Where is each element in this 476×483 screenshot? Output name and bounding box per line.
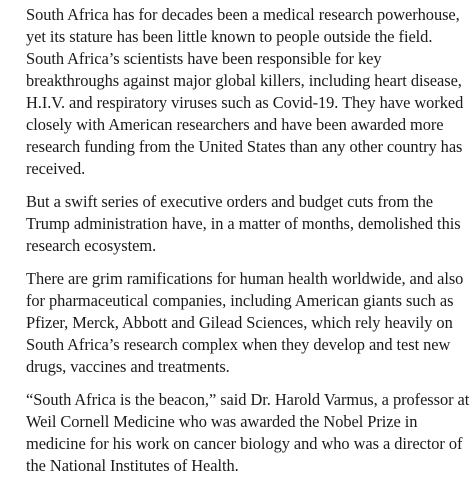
article-paragraph-2: But a swift series of executive orders and budget cuts from the Trump administration have, in a matter of months, demolished this research ecosystem. [26,192,461,255]
article-paragraph-1: South Africa has for decades been a medical research powerhouse, yet its stature has been little known to people outside the field. South Africa’s scientists have been responsible for key breakthroughs against major global killers, including heart disease, H.I.V. and respiratory viruses such as Covid-19. They have worked closely with American researchers and have been awarded more research funding from the United States than any other country has received. [26,5,464,178]
article-paragraph-4: “South Africa is the beacon,” said Dr. Harold Varmus, a professor at Weil Cornell Medicine who was awarded the Nobel Prize in medicine for his work on cancer biology and who was a director of the National Institutes of Health. [26,390,470,475]
article-paragraph-3: There are grim ramifications for human health worldwide, and also for pharmaceutical companies, including American giants such as Pfizer, Merck, Abbott and Gilead Sciences, which rely heavily on South Africa’s research complex when they develop and test new drugs, vaccines and treatments. [26,269,464,376]
